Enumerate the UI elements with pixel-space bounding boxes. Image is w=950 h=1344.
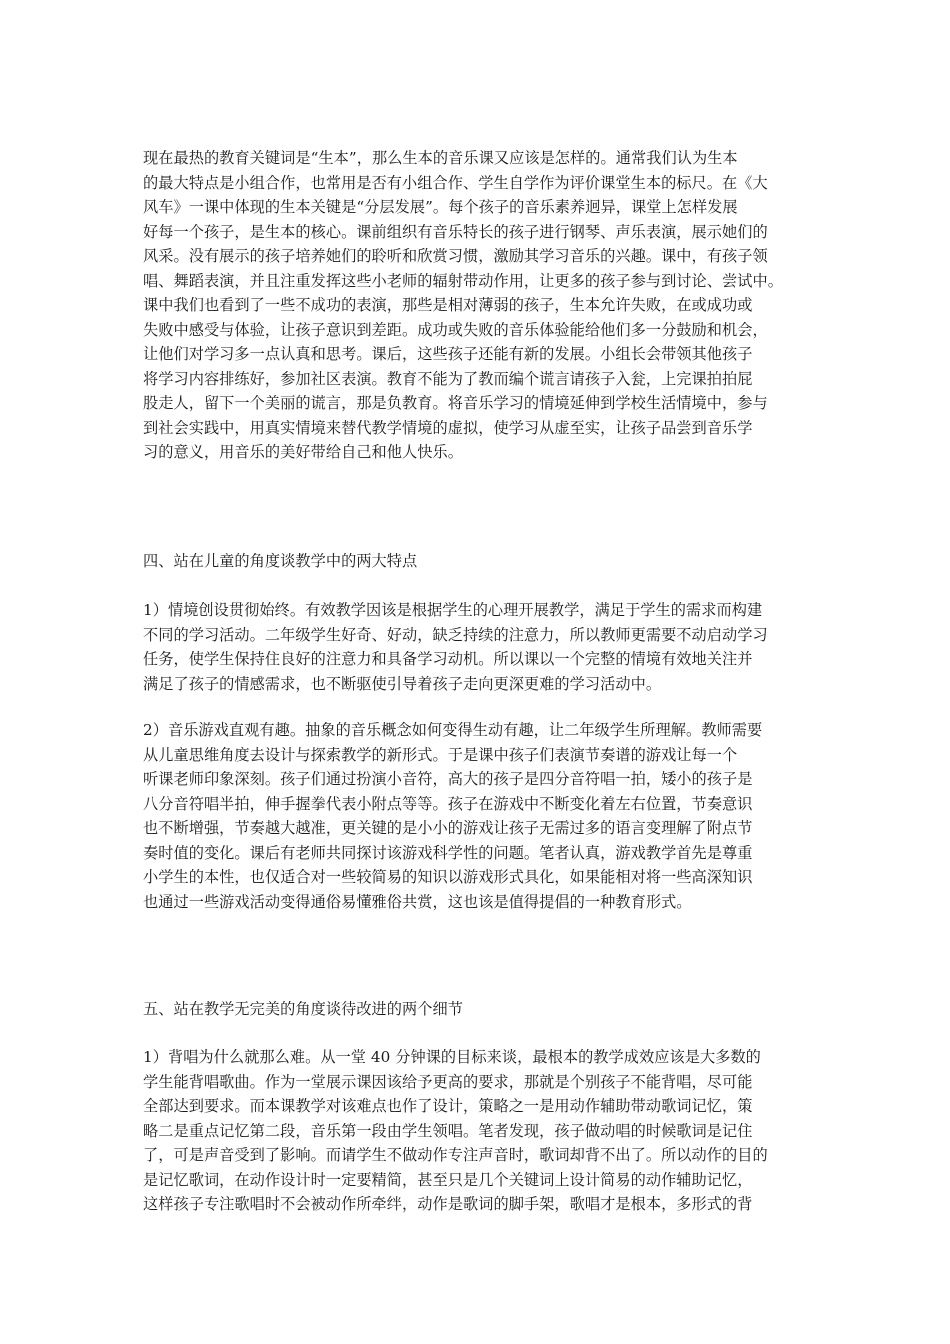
text-line: 听课老师印象深刻。孩子们通过扮演小音符，高大的孩子是四分音符唱一拍，矮小的孩子是	[143, 770, 753, 788]
section-4-paragraph-1	[143, 598, 808, 696]
text-line: 失败中感受与体验，让孩子意识到差距。成功或失败的音乐体验能给他们多一分鼓励和机会，	[143, 320, 768, 339]
text-line: 课中我们也看到了一些不成功的表演，那些是相对薄弱的孩子，生本允许失败，在或成功或	[143, 296, 753, 314]
text-line: 将学习内容排练好，参加社区表演。教育不能为了教而编个谎言请孩子入瓮，上完课拍拍屁	[143, 369, 753, 388]
text-line: 好每一个孩子，是生本的核心。课前组织有音乐特长的孩子进行钢琴、声乐表演，展示她们的	[143, 222, 768, 241]
text-line: 让他们对学习多一点认真和思考。课后，这些孩子还能有新的发展。小组长会带领其他孩子	[143, 345, 753, 363]
text-line: 习的意义，用音乐的美好带给自己和他人快乐。	[143, 443, 463, 461]
text-line: 任务，使学生保持住良好的注意力和具备学习动机。所以课以一个完整的情境有效地关注并	[143, 650, 753, 668]
paragraph-intro	[143, 146, 808, 465]
text-line: 现在最热的教育关键词是“生本”，那么生本的音乐课又应该是怎样的。通常我们认为生本	[143, 149, 738, 167]
section-5-heading	[143, 997, 808, 1022]
text-line: 也通过一些游戏活动变得通俗易懂雅俗共赏，这也该是值得提倡的一种教育形式。	[143, 892, 692, 911]
text-line: 奏时值的变化。课后有老师共同探讨该游戏科学性的问题。笔者认真，游戏教学首先是尊重	[143, 843, 753, 862]
text-line: 唱、舞蹈表演，并且注重发挥这些小老师的辐射带动作用，让更多的孩子参与到讨论、尝试中。	[143, 271, 783, 290]
section-5-paragraph-1	[143, 1045, 808, 1217]
text-line: 是记忆歌词，在动作设计时一定要精简，甚至只是几个关键词上设计简易的动作辅助记忆，	[143, 1170, 753, 1189]
text-line: 的最大特点是小组合作，也常用是否有小组合作、学生自学作为评价课堂生本的标尺。在《大	[143, 173, 768, 192]
text-line: 八分音符唱半拍，伸手握拳代表小附点等等。孩子在游戏中不断变化着左右位置，节奏意识	[143, 794, 753, 813]
text-line: 股走人，留下一个美丽的谎言，那是负教育。将音乐学习的情境延伸到学校生活情境中，参与	[143, 394, 768, 412]
section-heading: 四、站在儿童的角度谈教学中的两大特点	[143, 552, 418, 570]
text-line: 也不断增强，节奏越大越准，更关键的是小小的游戏让孩子无需过多的语言变理解了附点节	[143, 819, 753, 837]
text-line: 2）音乐游戏直观有趣。抽象的音乐概念如何变得生动有趣，让二年级学生所理解。教师需要	[143, 721, 763, 739]
text-line: 风车》一课中体现的生本关键是“分层发展”。每个孩子的音乐素养迥异，课堂上怎样发展	[143, 198, 738, 216]
text-line: 到社会实践中，用真实情境来替代教学情境的虚拟，使学习从虚至实，让孩子品尝到音乐学	[143, 418, 753, 437]
text-line: 这样孩子专注歌唱时不会被动作所牵绊，动作是歌词的脚手架，歌唱才是根本，多形式的背	[143, 1195, 753, 1213]
text-line: 1）背唱为什么就那么难。从一堂 40 分钟课的目标来谈，最根本的教学成效应该是大多数的	[143, 1048, 761, 1066]
section-4-heading	[143, 549, 808, 574]
text-line: 满足了孩子的情感需求，也不断驱使引导着孩子走向更深更难的学习活动中。	[143, 674, 662, 693]
text-line: 1）情境创设贯彻始终。有效教学因该是根据学生的心理开展教学，满足于学生的需求而构建	[143, 601, 763, 619]
section-heading: 五、站在教学无完美的角度谈待改进的两个细节	[143, 1000, 463, 1018]
text-line: 学生能背唱歌曲。作为一堂展示课因该给予更高的要求，那就是个别孩子不能背唱，尽可能	[143, 1072, 753, 1091]
section-4-paragraph-2	[143, 718, 808, 914]
text-line: 小学生的本性，也仅适合对一些较简易的知识以游戏形式具化，如果能相对将一些高深知识	[143, 868, 753, 886]
text-line: 了，可是声音受到了影响。而请学生不做动作专注声音时，歌词却背不出了。所以动作的目的	[143, 1146, 768, 1164]
text-line: 全部达到要求。而本课教学对该难点也作了设计，策略之一是用动作辅助带动歌词记忆，策	[143, 1097, 753, 1115]
text-line: 从儿童思维角度去设计与探索教学的新形式。于是课中孩子们表演节奏谱的游戏让每一个	[143, 745, 738, 764]
text-line: 风采。没有展示的孩子培养她们的聆听和欣赏习惯，激励其学习音乐的兴趣。课中，有孩子领	[143, 247, 768, 265]
text-line: 略二是重点记忆第二段，音乐第一段由学生领唱。笔者发现，孩子做动唱的时候歌词是记住	[143, 1121, 753, 1140]
text-line: 不同的学习活动。二年级学生好奇、好动，缺乏持续的注意力，所以教师更需要不动启动学习	[143, 625, 768, 644]
